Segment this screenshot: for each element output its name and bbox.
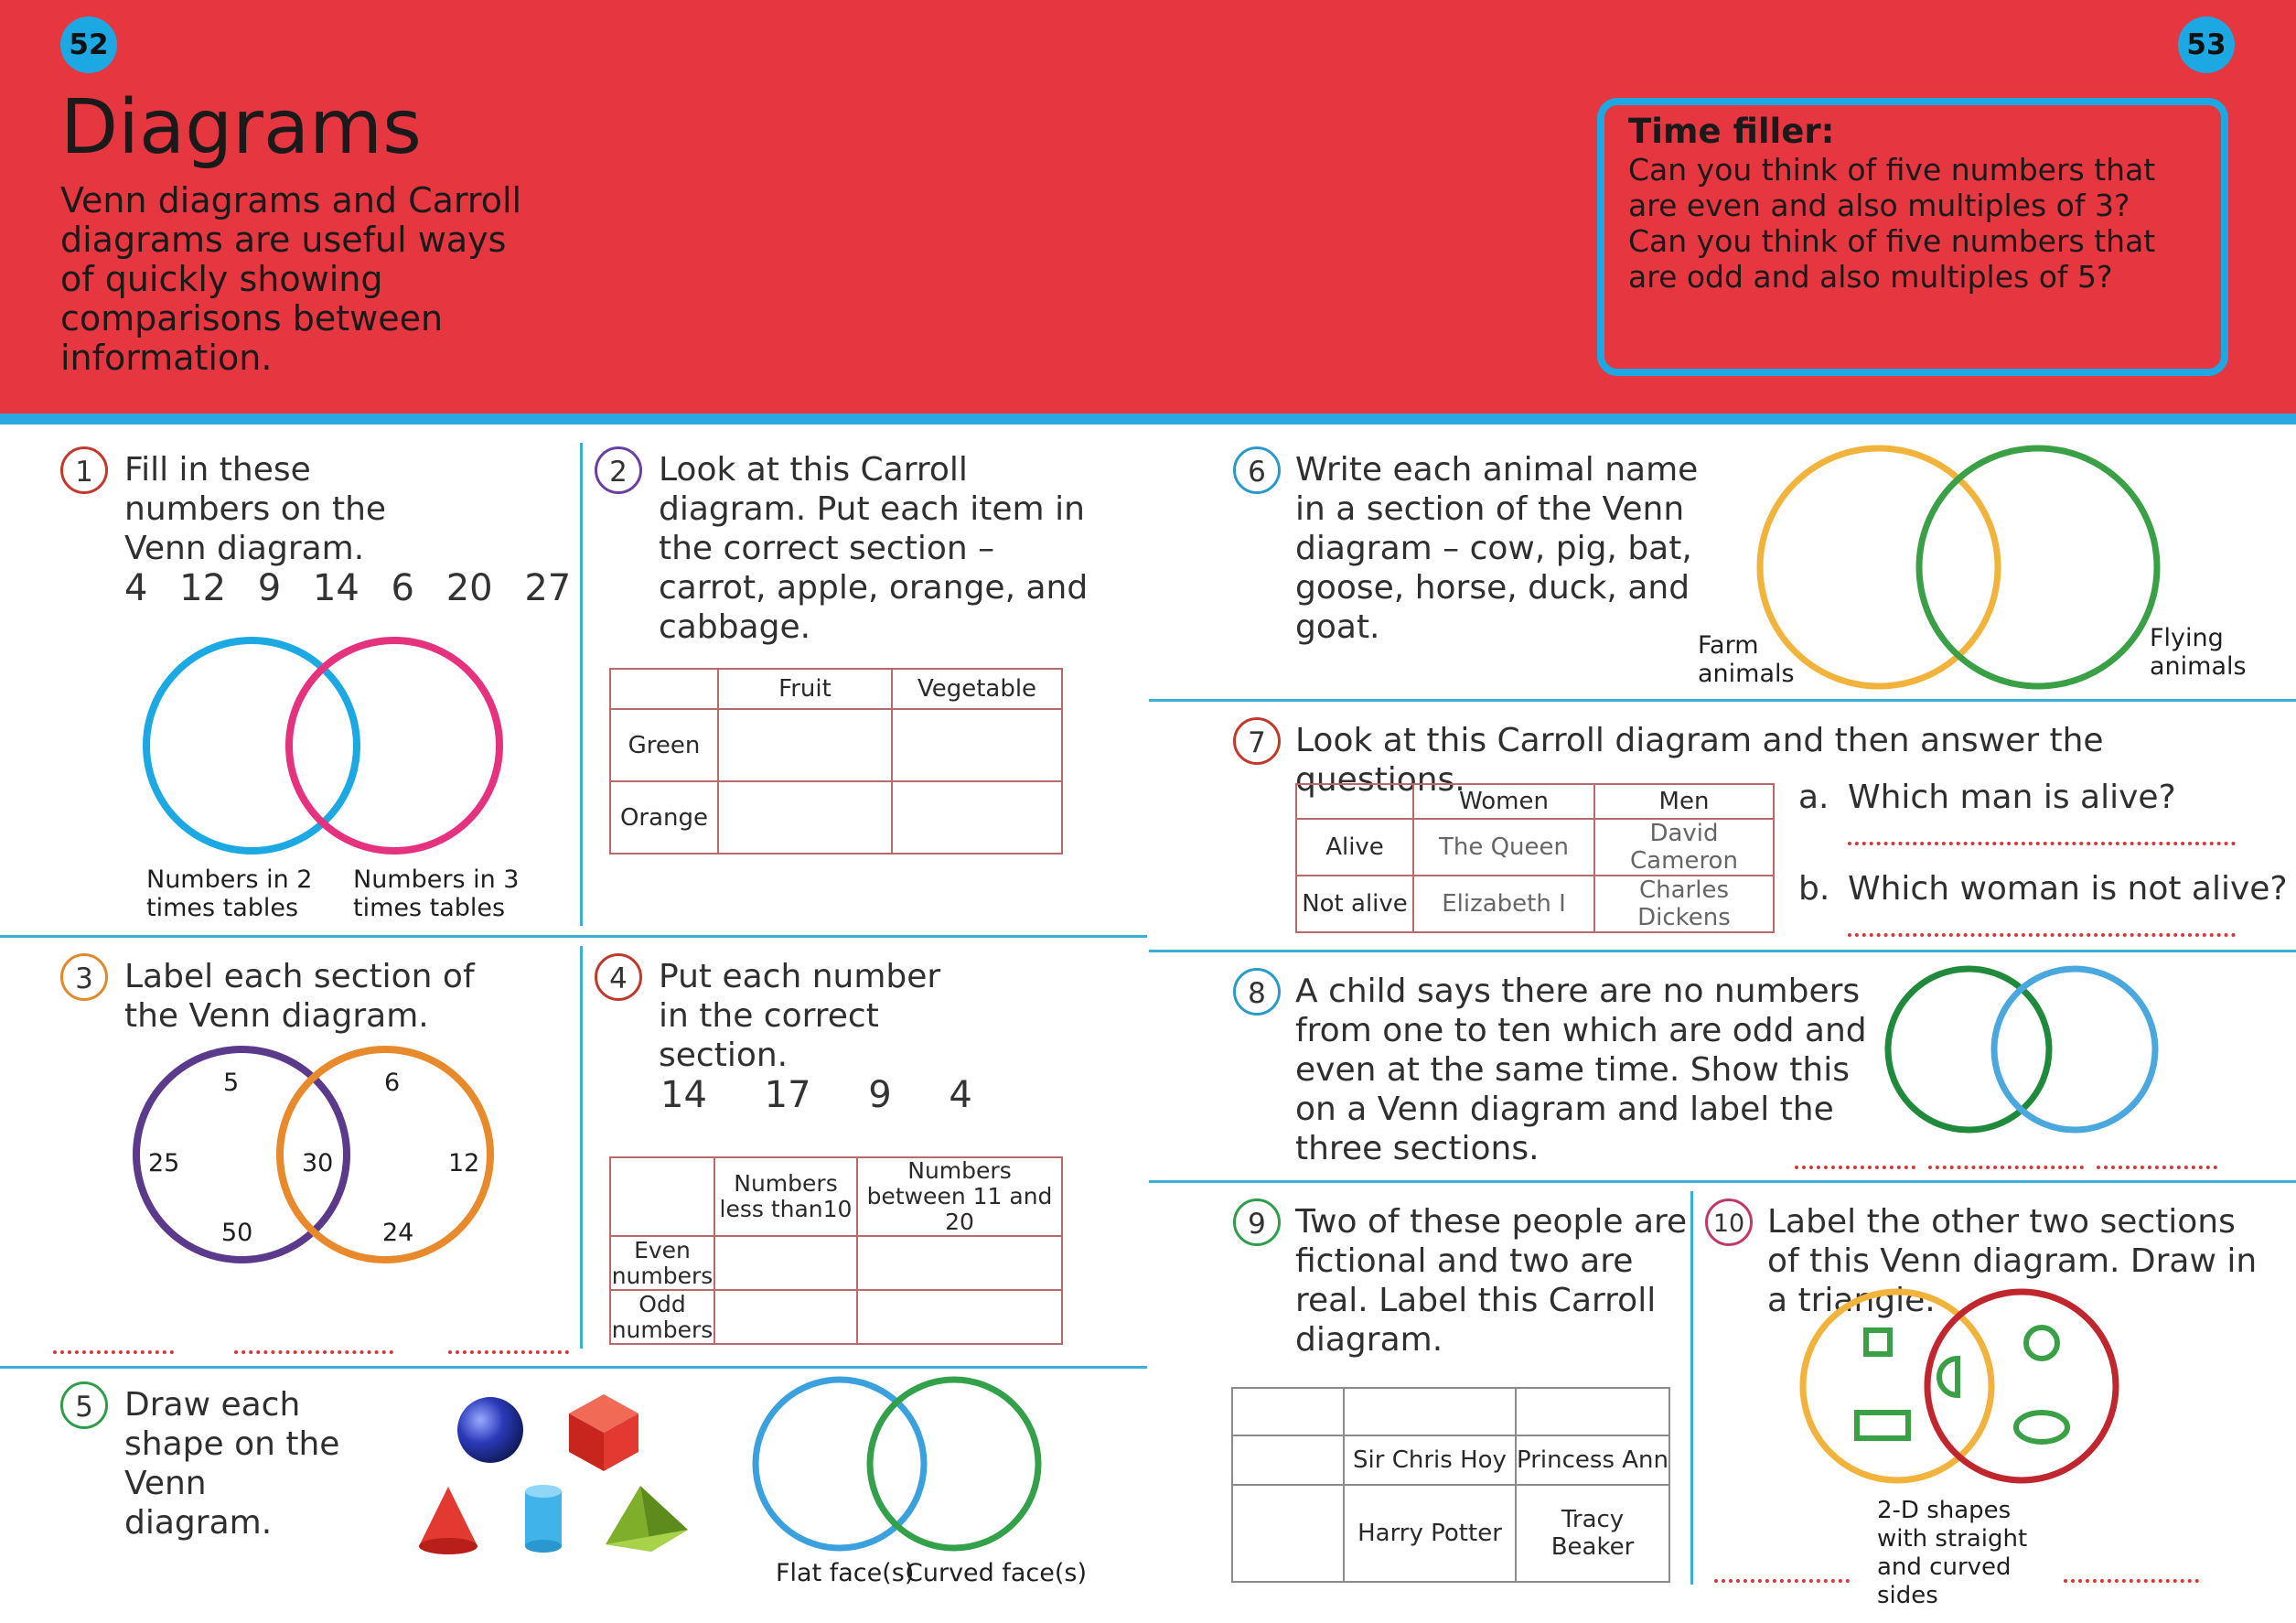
carroll-col-header: Fruit — [718, 669, 892, 709]
oval-icon — [2016, 1413, 2067, 1442]
carroll-cell: Tracy Beaker — [1516, 1485, 1669, 1582]
venn-number: 5 — [223, 1069, 240, 1097]
semicircle-icon — [1939, 1359, 1958, 1395]
time-filler-text: Can you think of five numbers that are even and also multiples of 3? Can you think of five numbers that are odd and also multiples of 5? — [1628, 152, 2156, 295]
question-number-9: 9 — [1233, 1198, 1281, 1246]
carroll-row-header: Alive — [1296, 819, 1413, 876]
carroll-cell[interactable] — [718, 781, 892, 854]
carroll-corner — [610, 1157, 714, 1236]
question-7b-letter: b. — [1798, 870, 1830, 908]
pyramid-icon — [606, 1486, 688, 1552]
venn-circle-3-times — [289, 640, 499, 851]
carroll-diagram-q4 — [609, 1156, 1063, 1345]
carroll-col-header: Numbers between 11 and 20 — [857, 1157, 1062, 1236]
answer-line[interactable] — [448, 1350, 569, 1354]
question-number-6: 6 — [1233, 446, 1281, 494]
carroll-col-header: Men — [1594, 784, 1774, 819]
question-number-2: 2 — [595, 446, 642, 494]
question-7-text: Look at this Carroll diagram and then answer the questions. — [1295, 722, 2104, 799]
answer-line[interactable] — [53, 1350, 174, 1354]
intro-text: Venn diagrams and Carroll diagrams are useful ways of quickly showing comparisons between information. — [60, 180, 522, 378]
carroll-col-header: Numbers less than10 — [714, 1157, 857, 1236]
carroll-cell: Harry Potter — [1344, 1485, 1516, 1582]
carroll-cell: Elizabeth I — [1413, 876, 1594, 932]
divider-q8-q9 — [1149, 1180, 2296, 1183]
time-filler-title: Time filler: — [1628, 112, 1835, 151]
carroll-row-header: Odd numbers — [611, 1290, 713, 1343]
answer-line[interactable] — [2097, 1166, 2217, 1169]
carroll-col-header[interactable] — [1516, 1388, 1669, 1435]
question-number-10: 10 — [1705, 1198, 1753, 1246]
carroll-row-header[interactable] — [1232, 1435, 1344, 1485]
answer-line[interactable] — [1928, 1166, 2084, 1169]
venn-number: 24 — [382, 1219, 414, 1247]
sphere-icon — [457, 1397, 523, 1463]
carroll-row-header: Orange — [610, 781, 718, 854]
divider-q1-q2 — [580, 443, 583, 926]
question-7a-letter: a. — [1798, 779, 1829, 816]
venn-circle-right — [1994, 969, 2155, 1130]
carroll-cell: The Queen — [1413, 819, 1594, 876]
carroll-col-header: Vegetable — [892, 669, 1062, 709]
carroll-row-header[interactable] — [1232, 1485, 1344, 1582]
question-4-text: Put each number in the correct section. — [659, 958, 941, 1074]
carroll-col-header[interactable] — [1344, 1388, 1516, 1435]
carroll-row-header: Even numbers — [611, 1236, 713, 1289]
carroll-cell[interactable] — [714, 1290, 857, 1344]
carroll-cell[interactable] — [714, 1236, 857, 1290]
question-8-text: A child says there are no numbers from one to ten which are odd and even at the same time. Show this on a Venn diagram and label the three sections. — [1295, 973, 1867, 1167]
divider-row2 — [0, 1366, 1147, 1369]
venn-number: 25 — [148, 1149, 180, 1177]
venn-number: 30 — [302, 1149, 334, 1177]
venn-label-curved: Curved face(s) — [906, 1559, 1088, 1587]
cone-icon — [419, 1487, 477, 1554]
venn-circle-flying — [1919, 448, 2157, 686]
header-divider — [0, 414, 2296, 425]
question-1-text: Fill in these numbers on the Venn diagram. — [124, 451, 387, 567]
question-number-5: 5 — [60, 1381, 108, 1429]
page-title: Diagrams — [60, 84, 422, 171]
carroll-row-header: Green — [610, 709, 718, 781]
question-5-text: Draw each shape on the Venn diagram. — [124, 1386, 340, 1542]
square-icon — [1866, 1330, 1890, 1354]
venn-label-3-times: Numbers in 3 times tables — [353, 865, 520, 922]
venn-label-flat: Flat face(s) — [776, 1559, 915, 1587]
venn-diagram-q10 — [0, 0, 9, 9]
divider-row1 — [0, 935, 1147, 938]
rectangle-icon — [1857, 1413, 1908, 1438]
question-number-7: 7 — [1233, 717, 1281, 765]
answer-line-7b[interactable] — [1848, 933, 2236, 937]
cylinder-icon — [525, 1485, 562, 1553]
question-7a-text: Which man is alive? — [1848, 779, 2176, 816]
carroll-cell: Princess Ann — [1516, 1435, 1669, 1485]
circle-icon — [2026, 1327, 2057, 1359]
question-9-text: Two of these people are fictional and two are real. Label this Carroll diagram. — [1295, 1203, 1688, 1359]
venn-number: 50 — [221, 1219, 253, 1247]
question-4-numbers: 14 17 9 4 — [660, 1074, 972, 1116]
question-number-1: 1 — [60, 446, 108, 494]
carroll-corner — [610, 669, 718, 709]
question-10-text: Label the other two sections of this Venn diagram. Draw in a triangle. — [1767, 1203, 2258, 1319]
carroll-corner — [1232, 1388, 1344, 1435]
divider-q3-q4 — [580, 946, 583, 1349]
venn-circle-flat — [756, 1380, 924, 1548]
cube-icon — [569, 1394, 638, 1471]
venn-label-flying: Flying animals — [2150, 624, 2247, 681]
venn-number: 12 — [448, 1149, 480, 1177]
divider-q7-q8 — [1149, 950, 2296, 952]
carroll-diagram-q7 — [1295, 783, 1775, 933]
carroll-cell[interactable] — [857, 1290, 1062, 1344]
carroll-diagram-q2 — [609, 668, 1063, 854]
answer-line[interactable] — [1714, 1579, 1850, 1583]
question-6-text: Write each animal name in a section of the Venn diagram – cow, pig, bat, goose, horse, duck, and goat. — [1295, 451, 1699, 646]
carroll-cell: Charles Dickens — [1594, 876, 1774, 932]
carroll-cell[interactable] — [892, 781, 1062, 854]
answer-line[interactable] — [2064, 1579, 2199, 1583]
carroll-col-header: Women — [1413, 784, 1594, 819]
venn-circle-2-times — [146, 640, 357, 851]
answer-line-7a[interactable] — [1848, 842, 2236, 845]
venn-label-2d-shapes: 2-D shapes with straight and curved sides — [1877, 1497, 2028, 1609]
answer-line[interactable] — [234, 1350, 393, 1354]
carroll-corner — [1296, 784, 1413, 819]
venn-label-2-times: Numbers in 2 times tables — [146, 865, 313, 922]
carroll-cell[interactable] — [857, 1236, 1062, 1290]
carroll-cell: Sir Chris Hoy — [1344, 1435, 1516, 1485]
question-number-4: 4 — [595, 953, 642, 1001]
question-1-numbers: 4 12 9 14 6 20 27 — [124, 567, 572, 609]
question-number-3: 3 — [60, 953, 108, 1001]
question-7b-text: Which woman is not alive? — [1848, 870, 2288, 908]
carroll-diagram-q9 — [1231, 1387, 1670, 1583]
venn-label-farm: Farm animals — [1698, 631, 1795, 688]
carroll-cell[interactable] — [892, 709, 1062, 781]
divider-q9-q10 — [1690, 1191, 1693, 1585]
page-number-left: 52 — [60, 16, 117, 73]
question-3-text: Label each section of the Venn diagram. — [124, 958, 475, 1035]
carroll-row-header: Not alive — [1296, 876, 1413, 932]
question-2-text: Look at this Carroll diagram. Put each item in the correct section – carrot, apple, orange, and cabbage. — [659, 451, 1089, 646]
venn-circle-curved — [870, 1380, 1038, 1548]
question-number-8: 8 — [1233, 968, 1281, 1016]
carroll-cell: David Cameron — [1594, 819, 1774, 876]
page-number-right: 53 — [2178, 16, 2235, 73]
divider-q6-q7 — [1149, 699, 2296, 702]
carroll-cell[interactable] — [718, 709, 892, 781]
venn-number: 6 — [384, 1069, 401, 1097]
venn-circle-left — [1888, 969, 2049, 1130]
answer-line[interactable] — [1795, 1166, 1915, 1169]
